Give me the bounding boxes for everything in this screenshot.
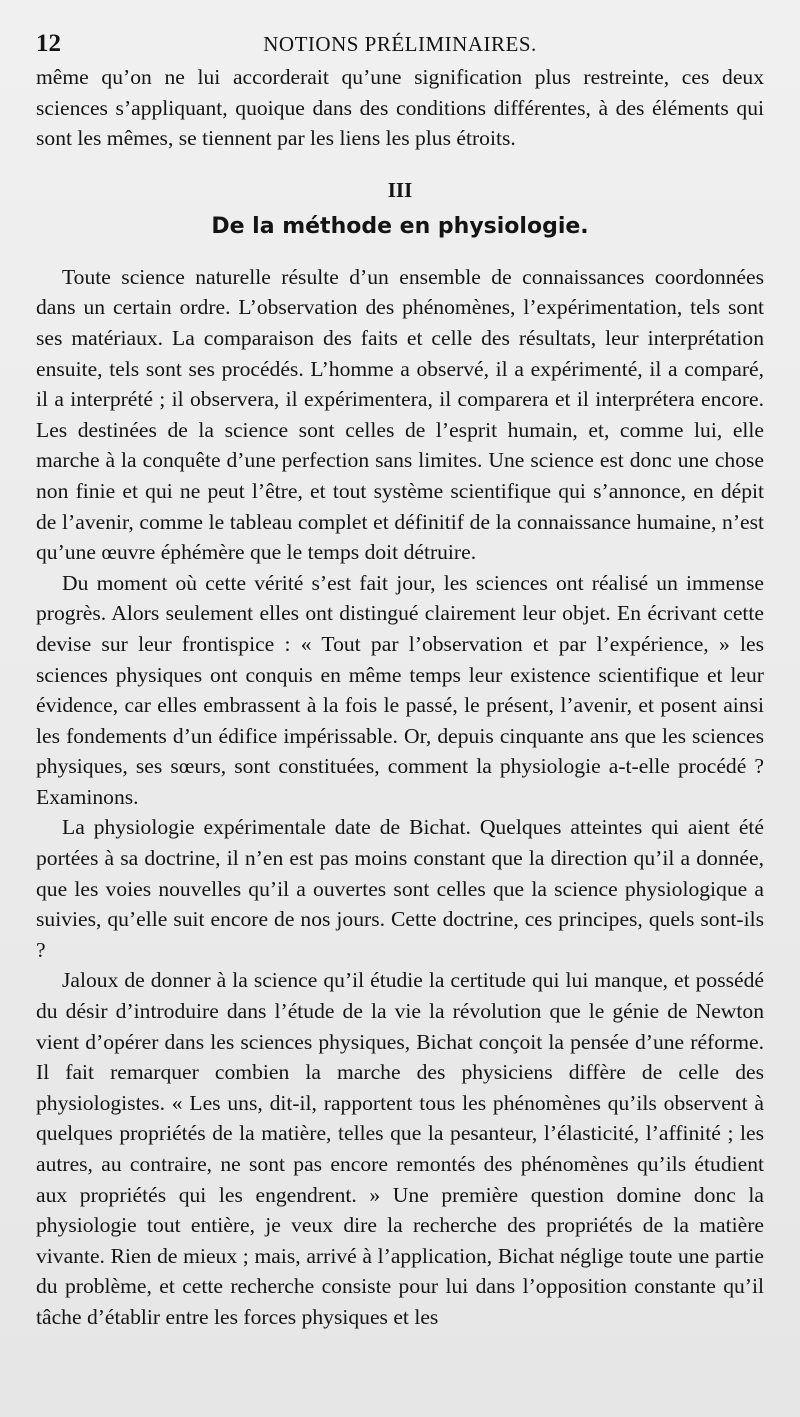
paragraph: Jaloux de donner à la science qu’il étudie la certitude qui lui manque, et possédé du désir d’introduire dans l’étude de la vie la révolution que le génie de Newton vient d’opérer dans les sciences physiques, Bichat conçoit la pensée d’une réforme. Il fait remarquer combien la marche des physiciens diffère de celle des physiologistes. « Les uns, dit-il, rapportent tous les phénomènes qu’ils observent à quelques propriétés de la matière, telles que la pesanteur, l’élasticité, l’affinité ; les autres, au contraire, ne sont pas encore remontés des phénomènes qu’ils étudient aux propriétés qui les engendrent. » Une première question domine donc la physiologie tout entière, je veux dire la recherche des propriétés de la matière vivante. Rien de mieux ; mais, arrivé à l’application, Bichat néglige toute une partie du problème, et cette recherche consiste pour lui dans l’opposition constante qu’il tâche d’établir entre les forces physiques et les xyxy=(36,968,764,1329)
paragraph: Toute science naturelle résulte d’un ensemble de connaissances coordonnées dans un certain ordre. L’observation des phénomènes, l’expérimentation, tels sont ses matériaux. La comparaison des faits et celle des résultats, leur interprétation ensuite, tels sont ses procédés. L’homme a observé, il a expérimenté, il a comparé, il a interprété ; il observera, il expérimentera, il comparera et il interprétera encore. Les destinées de la science sont celles de l’esprit humain, et, comme lui, elle marche à la conquête d’une perfection sans limites. Une science est donc une chose non finie et qui ne peut l’être, et tout système scientifique qui s’annonce, en dépit de l’avenir, comme le tableau complet et définitif de la connaissance humaine, n’est qu’une œuvre éphémère que le temps doit détruire. xyxy=(36,264,764,565)
page-number: 12 xyxy=(36,30,61,57)
paragraph: La physiologie expérimentale date de Bichat. Quelques atteintes qui aient été portées à sa doctrine, il n’en est pas moins constant que la direction qu’il a donnée, que les voies nouvelles qu’il a ouvertes sont celles que la science physiologique a suivies, qu’elle suit encore de nos jours. Cette doctrine, ces principes, quels sont-ils ? xyxy=(36,815,764,962)
section-title: De la méthode en physiologie. xyxy=(211,213,589,239)
body-text xyxy=(36,62,764,1333)
section-numeral: III xyxy=(387,177,413,202)
page-header xyxy=(36,26,764,62)
paragraph-continuation: même qu’on ne lui accorderait qu’une signification plus restreinte, ces deux sciences s’appliquant, quoique dans des conditions différentes, à des éléments qui sont les mêmes, se tiennent par les liens les plus étroits. xyxy=(36,65,764,151)
paragraph: Du moment où cette vérité s’est fait jour, les sciences ont réalisé un immense progrès. Alors seulement elles ont distingué clairement leur objet. En écrivant cette devise sur leur frontispice : « Tout par l’observation et par l’expérience, » les sciences physiques ont conquis en même temps leur existence scientifique et leur évidence, car elles embrassent à la fois le passé, le présent, l’avenir, et posent ainsi les fondements d’un édifice impérissable. Or, depuis cinquante ans que les sciences physiques, ses sœurs, sont constituées, comment la physiologie a-t-elle procédé ? Examinons. xyxy=(36,570,764,809)
running-head: NOTIONS PRÉLIMINAIRES. xyxy=(263,32,537,56)
